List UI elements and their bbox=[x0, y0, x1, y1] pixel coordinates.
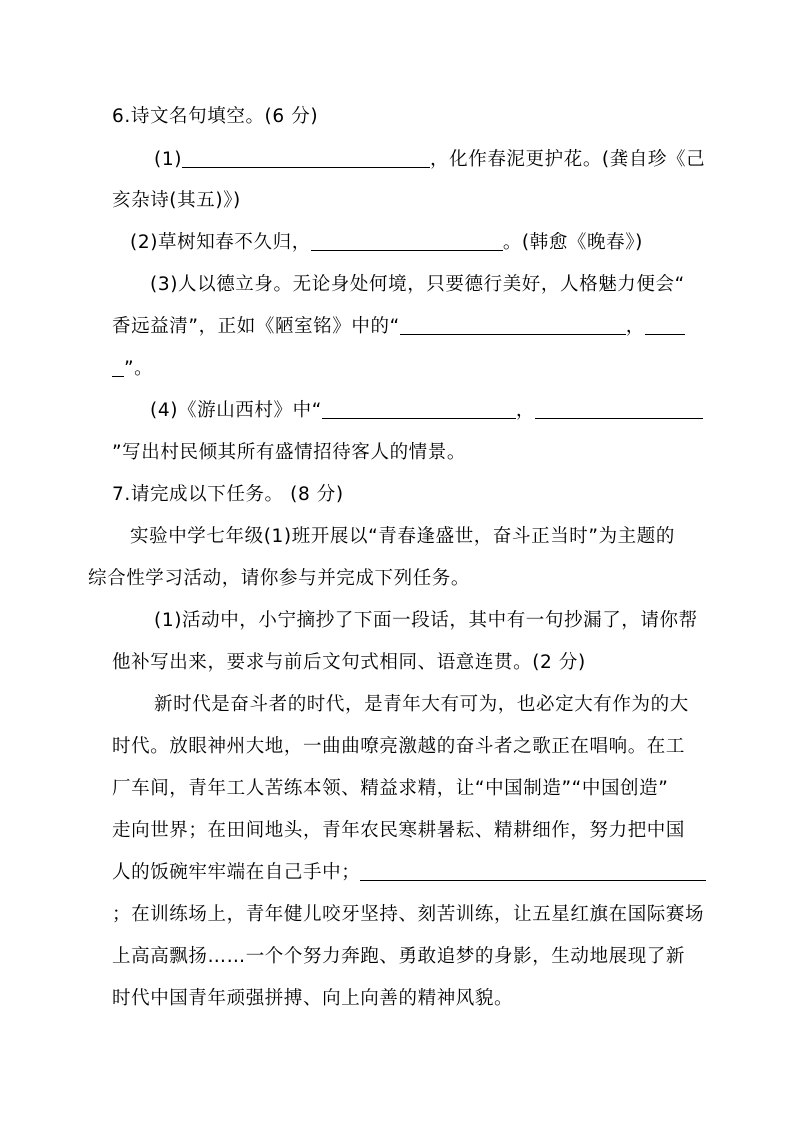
answer-blank-3a[interactable] bbox=[400, 314, 626, 335]
passage-line-7: 上高高飘扬……一个个努力奔跑、勇敢追梦的身影，生动地展现了新 bbox=[112, 946, 686, 967]
passage-line-2: 时代。放眼神州大地，一曲曲嘹亮激越的奋斗者之歌正在唱响。在工 bbox=[112, 736, 686, 757]
question-6-item-4-continuation: ”写出村民倾其所有盛情招待客人的情景。 bbox=[112, 442, 466, 463]
question-6-item-3-line2 bbox=[112, 314, 685, 340]
passage-line-3: 厂车间，青年工人苦练本领、精益求精，让“中国制造”“中国创造” bbox=[112, 778, 669, 799]
passage-line-4: 走向世界；在田间地头，青年农民寒耕暑耘、精耕细作，努力把中国 bbox=[112, 820, 686, 841]
answer-blank-3b-continued[interactable] bbox=[112, 356, 124, 377]
passage-line-5-text: 人的饭碗牢牢端在自己手中； bbox=[112, 862, 361, 883]
item-4-text-before: (4)《游山西村》中“ bbox=[150, 400, 322, 421]
question-6-item-4 bbox=[150, 398, 703, 424]
answer-blank-1[interactable] bbox=[182, 147, 430, 168]
question-6-item-1-continuation: 亥杂诗(其五)》) bbox=[112, 190, 241, 211]
item-3-text-before: 香远益清”，正如《陋室铭》中的“ bbox=[112, 316, 400, 337]
question-7-task-1-line-2: 他补写出来，要求与前后文句式相同、语意连贯。(2 分) bbox=[112, 652, 586, 673]
question-7-title: 7.请完成以下任务。 (8 分) bbox=[112, 484, 344, 505]
item-4-comma: ， bbox=[515, 400, 535, 421]
answer-blank-3b[interactable] bbox=[645, 314, 685, 335]
item-1-prefix: (1) bbox=[154, 149, 183, 170]
answer-blank-2[interactable] bbox=[311, 230, 503, 251]
passage-line-1: 新时代是奋斗者的时代，是青年大有可为，也必定大有作为的大 bbox=[154, 694, 689, 715]
question-6-item-3-line1: (3)人以德立身。无论身处何境，只要德行美好，人格魅力便会“ bbox=[150, 274, 685, 295]
question-6-title: 6.诗文名句填空。(6 分) bbox=[112, 106, 319, 127]
question-6-item-3-line3 bbox=[112, 356, 153, 382]
passage-line-6: ；在训练场上，青年健儿咬牙坚持、刻苦训练，让五星红旗在国际赛场 bbox=[112, 904, 705, 925]
passage-line-8: 时代中国青年顽强拼搏、向上向善的精神风貌。 bbox=[112, 988, 514, 1009]
item-3-end: ”。 bbox=[124, 358, 154, 379]
item-2-text-before: (2)草树知春不久归， bbox=[130, 232, 311, 253]
item-3-comma: ， bbox=[625, 316, 645, 337]
answer-blank-4b[interactable] bbox=[535, 398, 703, 419]
question-7-intro-line-1: 实验中学七年级(1)班开展以“青春逢盛世，奋斗正当时”为主题的 bbox=[130, 526, 675, 547]
question-6-item-2 bbox=[130, 230, 643, 256]
question-7-task-1-line-1: (1)活动中，小宁摘抄了下面一段话，其中有一句抄漏了，请你帮 bbox=[154, 610, 698, 631]
answer-blank-4a[interactable] bbox=[322, 398, 516, 419]
passage-line-5 bbox=[112, 860, 706, 886]
answer-blank-7-1[interactable] bbox=[360, 860, 706, 881]
item-2-text-after: 。(韩愈《晚春》) bbox=[502, 232, 643, 253]
question-6-item-1 bbox=[154, 147, 705, 173]
question-7-intro-line-2: 综合性学习活动，请你参与并完成下列任务。 bbox=[88, 568, 471, 589]
item-1-text: ，化作春泥更护花。(龚自珍《己 bbox=[430, 149, 706, 170]
